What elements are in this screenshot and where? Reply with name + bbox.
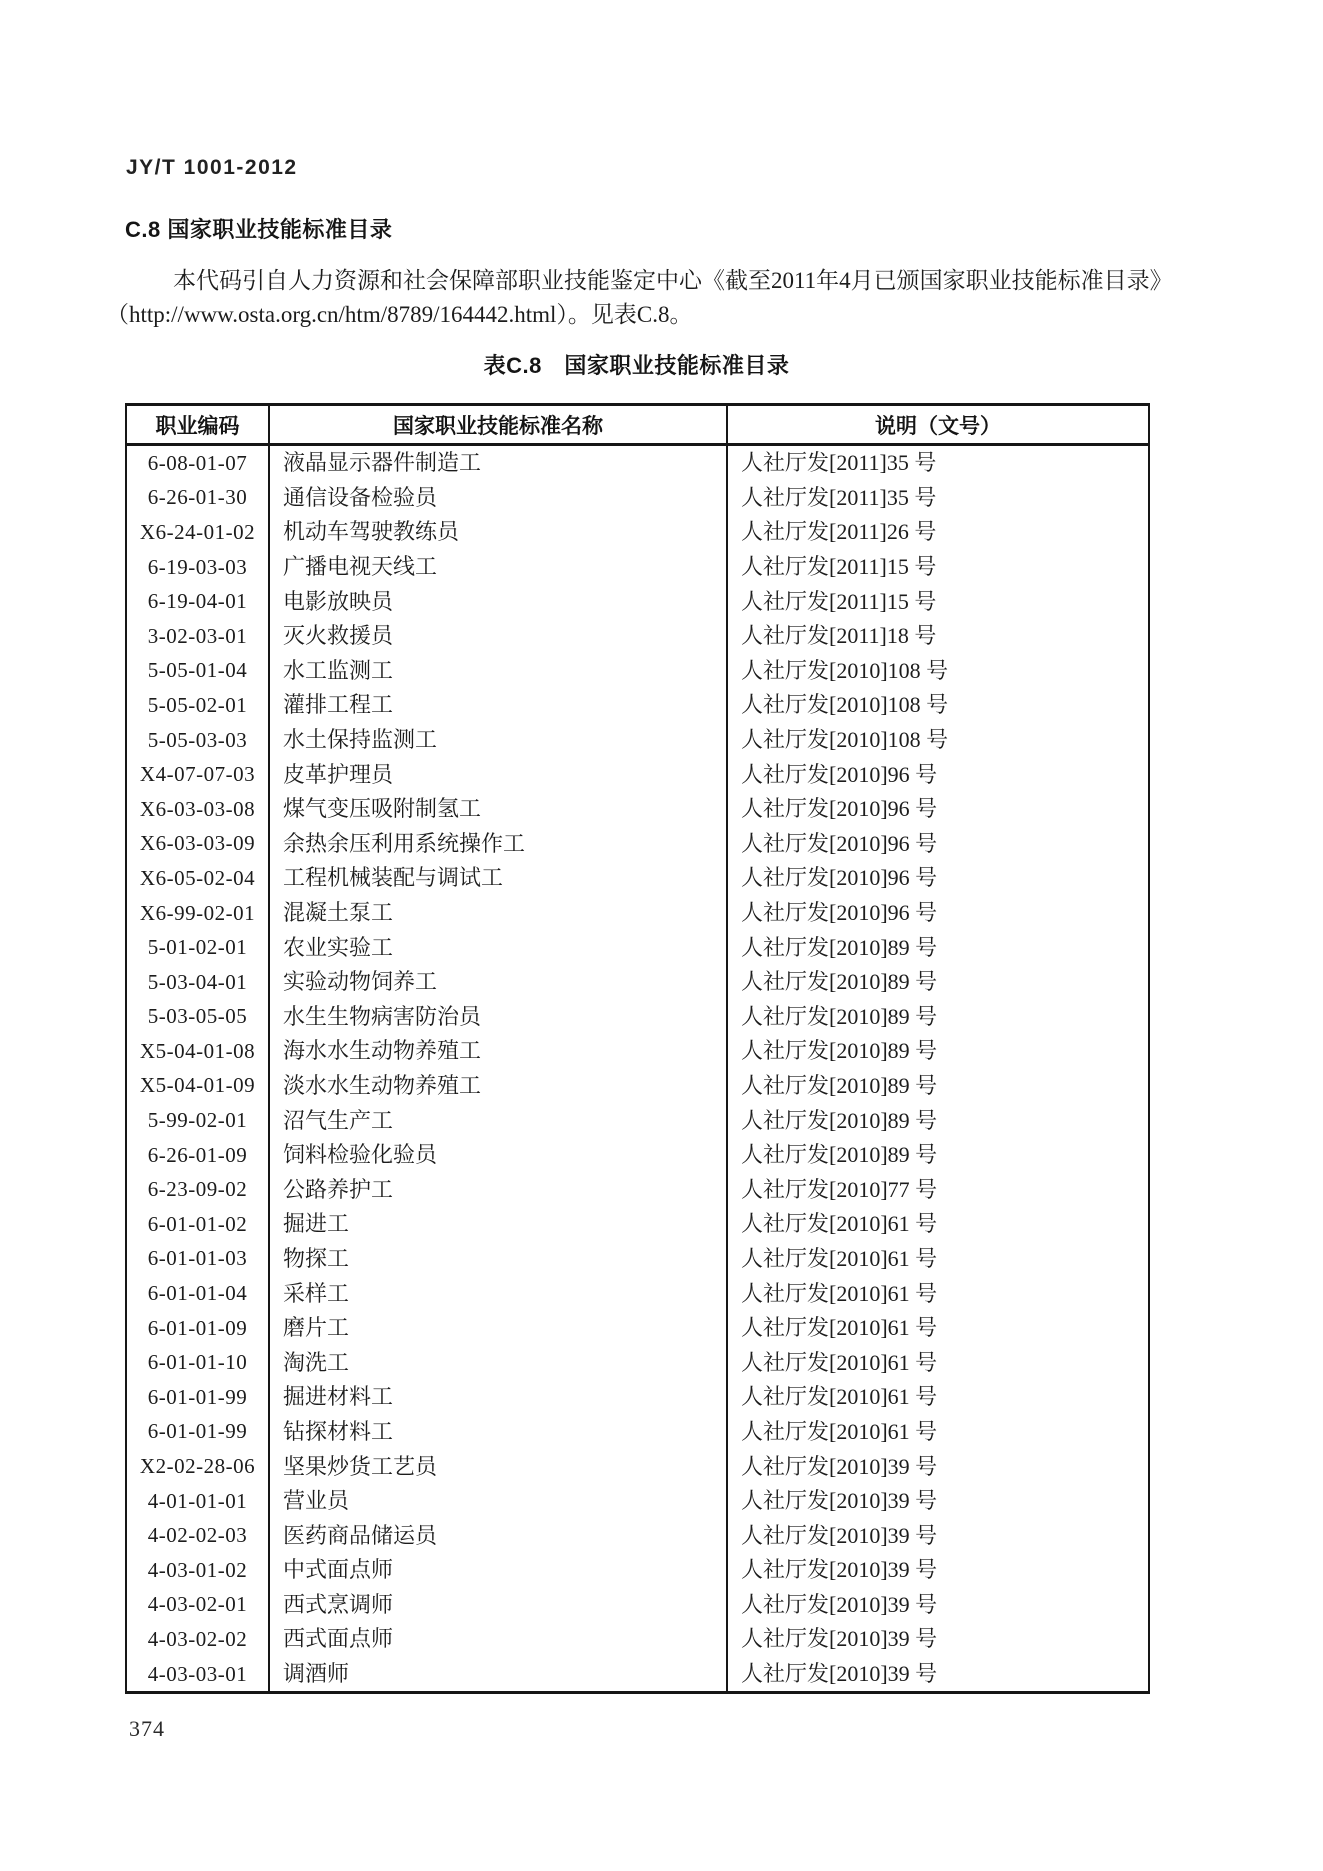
standard-name-cell: 灌排工程工 xyxy=(269,688,727,723)
document-number-cell: 人社厅发[2010]61 号 xyxy=(727,1415,1149,1450)
table-row xyxy=(126,1138,1149,1173)
document-number-cell: 人社厅发[2010]96 号 xyxy=(727,757,1149,792)
standards-table xyxy=(125,403,1150,1694)
document-number-cell: 人社厅发[2010]61 号 xyxy=(727,1311,1149,1346)
standard-name-cell: 海水水生动物养殖工 xyxy=(269,1034,727,1069)
table-row xyxy=(126,1172,1149,1207)
standard-name-cell: 淘洗工 xyxy=(269,1345,727,1380)
standard-name-cell: 农业实验工 xyxy=(269,930,727,965)
table-row xyxy=(126,1380,1149,1415)
occupation-code-cell: 6-19-03-03 xyxy=(147,554,248,579)
standard-name-cell: 采样工 xyxy=(269,1276,727,1311)
intro-paragraph xyxy=(106,264,1196,332)
occupation-code-cell: X6-05-02-04 xyxy=(139,865,256,890)
document-number-cell: 人社厅发[2010]39 号 xyxy=(727,1553,1149,1588)
table-row xyxy=(126,965,1149,1000)
header-document-number: 说明（文号） xyxy=(727,405,1149,445)
table-row xyxy=(126,1657,1149,1693)
occupation-code-cell: 4-03-02-01 xyxy=(147,1592,248,1617)
table-row xyxy=(126,1449,1149,1484)
occupation-code-cell: X4-07-07-03 xyxy=(139,762,256,787)
standard-name-cell: 掘进材料工 xyxy=(269,1380,727,1415)
table-row xyxy=(126,1622,1149,1657)
standards-table-body xyxy=(126,445,1149,1693)
standard-name-cell: 公路养护工 xyxy=(269,1172,727,1207)
document-number-cell: 人社厅发[2010]89 号 xyxy=(727,1138,1149,1173)
standard-name-cell: 磨片工 xyxy=(269,1311,727,1346)
document-number-cell: 人社厅发[2010]89 号 xyxy=(727,1034,1149,1069)
table-row xyxy=(126,654,1149,689)
header-occupation-code: 职业编码 xyxy=(126,405,269,445)
occupation-code-cell: X6-03-03-08 xyxy=(139,796,256,821)
document-number-cell: 人社厅发[2010]96 号 xyxy=(727,827,1149,862)
document-number-cell: 人社厅发[2010]89 号 xyxy=(727,1000,1149,1035)
document-number-cell: 人社厅发[2010]89 号 xyxy=(727,1103,1149,1138)
standard-name-cell: 水土保持监测工 xyxy=(269,723,727,758)
standard-name-cell: 西式烹调师 xyxy=(269,1588,727,1623)
document-number-cell: 人社厅发[2011]35 号 xyxy=(727,481,1149,516)
standard-name-cell: 余热余压利用系统操作工 xyxy=(269,827,727,862)
table-row xyxy=(126,792,1149,827)
occupation-code-cell: X2-02-28-06 xyxy=(139,1454,256,1479)
occupation-code-cell: 6-08-01-07 xyxy=(147,450,248,475)
occupation-code-cell: X6-24-01-02 xyxy=(139,519,256,544)
occupation-code-cell: 6-01-01-04 xyxy=(147,1281,248,1306)
occupation-code-cell: 6-19-04-01 xyxy=(147,589,248,614)
occupation-code-cell: 5-99-02-01 xyxy=(147,1108,248,1133)
document-number-cell: 人社厅发[2011]15 号 xyxy=(727,584,1149,619)
table-row xyxy=(126,550,1149,585)
occupation-code-cell: 5-05-01-04 xyxy=(147,658,248,683)
document-number-cell: 人社厅发[2010]61 号 xyxy=(727,1207,1149,1242)
document-number-cell: 人社厅发[2010]61 号 xyxy=(727,1276,1149,1311)
table-row xyxy=(126,757,1149,792)
table-row xyxy=(126,1242,1149,1277)
table-row xyxy=(126,1345,1149,1380)
table-row xyxy=(126,481,1149,516)
standard-name-cell: 调酒师 xyxy=(269,1657,727,1693)
occupation-code-cell: 5-05-03-03 xyxy=(147,727,248,752)
document-number-cell: 人社厅发[2011]18 号 xyxy=(727,619,1149,654)
table-row xyxy=(126,1034,1149,1069)
table-row xyxy=(126,1103,1149,1138)
table-row xyxy=(126,1311,1149,1346)
standard-name-cell: 医药商品储运员 xyxy=(269,1518,727,1553)
table-row xyxy=(126,445,1149,481)
table-caption: 表C.8 国家职业技能标准目录 xyxy=(483,353,790,378)
document-number-cell: 人社厅发[2010]39 号 xyxy=(727,1588,1149,1623)
standard-name-cell: 电影放映员 xyxy=(269,584,727,619)
document-number-cell: 人社厅发[2011]26 号 xyxy=(727,515,1149,550)
standard-name-cell: 工程机械装配与调试工 xyxy=(269,861,727,896)
table-row xyxy=(126,861,1149,896)
standard-name-cell: 坚果炒货工艺员 xyxy=(269,1449,727,1484)
document-number-cell: 人社厅发[2010]61 号 xyxy=(727,1345,1149,1380)
table-row xyxy=(126,584,1149,619)
standard-name-cell: 通信设备检验员 xyxy=(269,481,727,516)
table-row xyxy=(126,723,1149,758)
standard-name-cell: 煤气变压吸附制氢工 xyxy=(269,792,727,827)
intro-line-2: （http://www.osta.org.cn/htm/8789/164442.html）。见表C.8。 xyxy=(106,302,693,327)
table-row xyxy=(126,688,1149,723)
standard-name-cell: 饲料检验化验员 xyxy=(269,1138,727,1173)
table-row xyxy=(126,1415,1149,1450)
table-row xyxy=(126,1069,1149,1104)
document-number-cell: 人社厅发[2010]108 号 xyxy=(727,654,1149,689)
standard-name-cell: 淡水水生动物养殖工 xyxy=(269,1069,727,1104)
occupation-code-cell: X5-04-01-09 xyxy=(139,1073,256,1098)
document-number-cell: 人社厅发[2010]89 号 xyxy=(727,965,1149,1000)
occupation-code-cell: X6-99-02-01 xyxy=(139,900,256,925)
document-number-cell: 人社厅发[2010]108 号 xyxy=(727,688,1149,723)
occupation-code-cell: 5-03-05-05 xyxy=(147,1004,248,1029)
intro-line-1: 本代码引自人力资源和社会保障部职业技能鉴定中心《截至2011年4月已颁国家职业技能标准目录》 xyxy=(173,268,1173,293)
section-heading: C.8 国家职业技能标准目录 xyxy=(125,217,393,242)
standard-name-cell: 广播电视天线工 xyxy=(269,550,727,585)
occupation-code-cell: 6-26-01-09 xyxy=(147,1142,248,1167)
standard-name-cell: 掘进工 xyxy=(269,1207,727,1242)
document-number-cell: 人社厅发[2010]39 号 xyxy=(727,1449,1149,1484)
occupation-code-cell: 4-01-01-01 xyxy=(147,1488,248,1513)
occupation-code-cell: 6-01-01-02 xyxy=(147,1211,248,1236)
standard-name-cell: 水工监测工 xyxy=(269,654,727,689)
occupation-code-cell: 6-01-01-03 xyxy=(147,1246,248,1271)
occupation-code-cell: 6-01-01-09 xyxy=(147,1315,248,1340)
header-standard-name: 国家职业技能标准名称 xyxy=(269,405,727,445)
occupation-code-cell: 6-26-01-30 xyxy=(147,485,248,510)
document-number-cell: 人社厅发[2010]89 号 xyxy=(727,930,1149,965)
table-row xyxy=(126,619,1149,654)
document-number-cell: 人社厅发[2010]39 号 xyxy=(727,1484,1149,1519)
table-row xyxy=(126,515,1149,550)
occupation-code-cell: X5-04-01-08 xyxy=(139,1038,256,1063)
document-number-cell: 人社厅发[2010]77 号 xyxy=(727,1172,1149,1207)
table-row xyxy=(126,896,1149,931)
occupation-code-cell: 6-01-01-10 xyxy=(147,1350,248,1375)
table-row xyxy=(126,930,1149,965)
document-number-cell: 人社厅发[2010]61 号 xyxy=(727,1380,1149,1415)
table-row xyxy=(126,1518,1149,1553)
occupation-code-cell: 3-02-03-01 xyxy=(147,623,248,648)
standard-name-cell: 钻探材料工 xyxy=(269,1415,727,1450)
standard-name-cell: 皮革护理员 xyxy=(269,757,727,792)
standard-name-cell: 中式面点师 xyxy=(269,1553,727,1588)
occupation-code-cell: 6-01-01-99 xyxy=(147,1384,248,1409)
document-number-cell: 人社厅发[2010]96 号 xyxy=(727,896,1149,931)
document-number-cell: 人社厅发[2010]96 号 xyxy=(727,792,1149,827)
document-number-cell: 人社厅发[2010]39 号 xyxy=(727,1622,1149,1657)
table-row xyxy=(126,1588,1149,1623)
occupation-code-cell: 5-01-02-01 xyxy=(147,935,248,960)
occupation-code-cell: 4-03-03-01 xyxy=(147,1661,248,1686)
standard-name-cell: 液晶显示器件制造工 xyxy=(269,445,727,481)
standards-table-head xyxy=(126,405,1149,445)
table-row xyxy=(126,827,1149,862)
standard-name-cell: 混凝土泵工 xyxy=(269,896,727,931)
standard-name-cell: 物探工 xyxy=(269,1242,727,1277)
standard-name-cell: 机动车驾驶教练员 xyxy=(269,515,727,550)
occupation-code-cell: 4-02-02-03 xyxy=(147,1523,248,1548)
document-number-cell: 人社厅发[2010]61 号 xyxy=(727,1242,1149,1277)
document-number-cell: 人社厅发[2010]96 号 xyxy=(727,861,1149,896)
document-number-cell: 人社厅发[2010]39 号 xyxy=(727,1518,1149,1553)
occupation-code-cell: 4-03-01-02 xyxy=(147,1557,248,1582)
table-row xyxy=(126,1484,1149,1519)
table-row xyxy=(126,1207,1149,1242)
table-row xyxy=(126,1553,1149,1588)
standard-name-cell: 沼气生产工 xyxy=(269,1103,727,1138)
occupation-code-cell: X6-03-03-09 xyxy=(139,831,256,856)
occupation-code-cell: 5-05-02-01 xyxy=(147,692,248,717)
occupation-code-cell: 6-01-01-99 xyxy=(147,1419,248,1444)
document-number-cell: 人社厅发[2011]35 号 xyxy=(727,445,1149,481)
standard-name-cell: 水生生物病害防治员 xyxy=(269,1000,727,1035)
header-row xyxy=(126,405,1149,445)
table-row xyxy=(126,1000,1149,1035)
document-number-cell: 人社厅发[2011]15 号 xyxy=(727,550,1149,585)
occupation-code-cell: 5-03-04-01 xyxy=(147,969,248,994)
standard-name-cell: 灭火救援员 xyxy=(269,619,727,654)
table-row xyxy=(126,1276,1149,1311)
document-number-cell: 人社厅发[2010]89 号 xyxy=(727,1069,1149,1104)
page-number: 374 xyxy=(129,1716,165,1741)
occupation-code-cell: 4-03-02-02 xyxy=(147,1626,248,1651)
standard-name-cell: 营业员 xyxy=(269,1484,727,1519)
occupation-code-cell: 6-23-09-02 xyxy=(147,1177,248,1202)
standard-name-cell: 实验动物饲养工 xyxy=(269,965,727,1000)
doc-code: JY/T 1001-2012 xyxy=(126,156,298,179)
document-number-cell: 人社厅发[2010]108 号 xyxy=(727,723,1149,758)
document-number-cell: 人社厅发[2010]39 号 xyxy=(727,1657,1149,1693)
standard-name-cell: 西式面点师 xyxy=(269,1622,727,1657)
